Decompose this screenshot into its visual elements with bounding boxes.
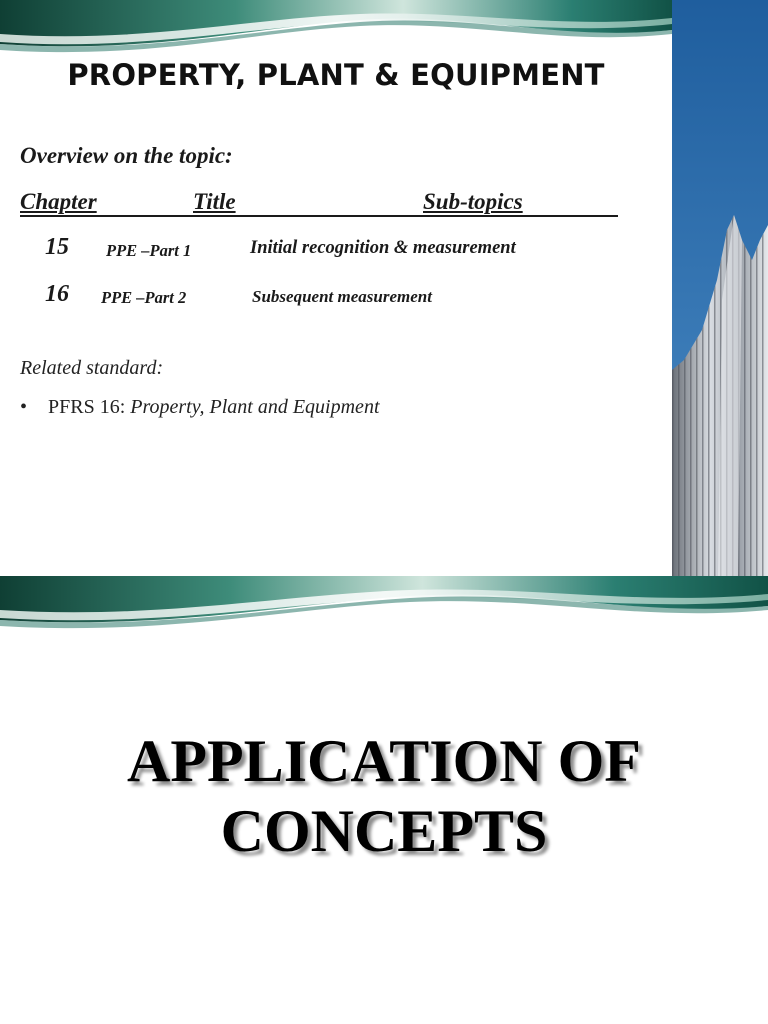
title-line: CONCEPTS: [220, 798, 548, 864]
header-underline: [20, 215, 618, 217]
title-line: APPLICATION OF: [127, 728, 641, 794]
slide-title: [0, 726, 768, 866]
chapter-subtopic: Initial recognition & measurement: [250, 238, 516, 258]
overview-heading: Overview on the topic:: [20, 143, 233, 168]
chapter-title: PPE –Part 1: [106, 241, 192, 260]
chapter-number: 16: [45, 281, 69, 307]
column-header-subtopics: Sub-topics: [423, 189, 523, 214]
chapter-subtopic: Subsequent measurement: [252, 287, 432, 306]
bullet-icon: •: [20, 396, 28, 418]
slide-application-of-concepts: [0, 576, 768, 1024]
wave-banner-top: [0, 0, 672, 60]
standard-bullet-item: [20, 396, 380, 419]
column-header-chapter: Chapter: [20, 189, 97, 214]
chapter-title: PPE –Part 2: [101, 288, 187, 307]
chapter-number: 15: [45, 234, 69, 260]
standard-code: PFRS 16:: [48, 396, 131, 418]
building-photo: [672, 0, 768, 576]
slide-title: PROPERTY, PLANT & EQUIPMENT: [67, 58, 605, 92]
related-standard-label: Related standard:: [20, 357, 164, 379]
column-header-title: Title: [193, 189, 236, 214]
standard-name: Property, Plant and Equipment: [130, 396, 380, 418]
wave-banner-top: [0, 576, 768, 636]
